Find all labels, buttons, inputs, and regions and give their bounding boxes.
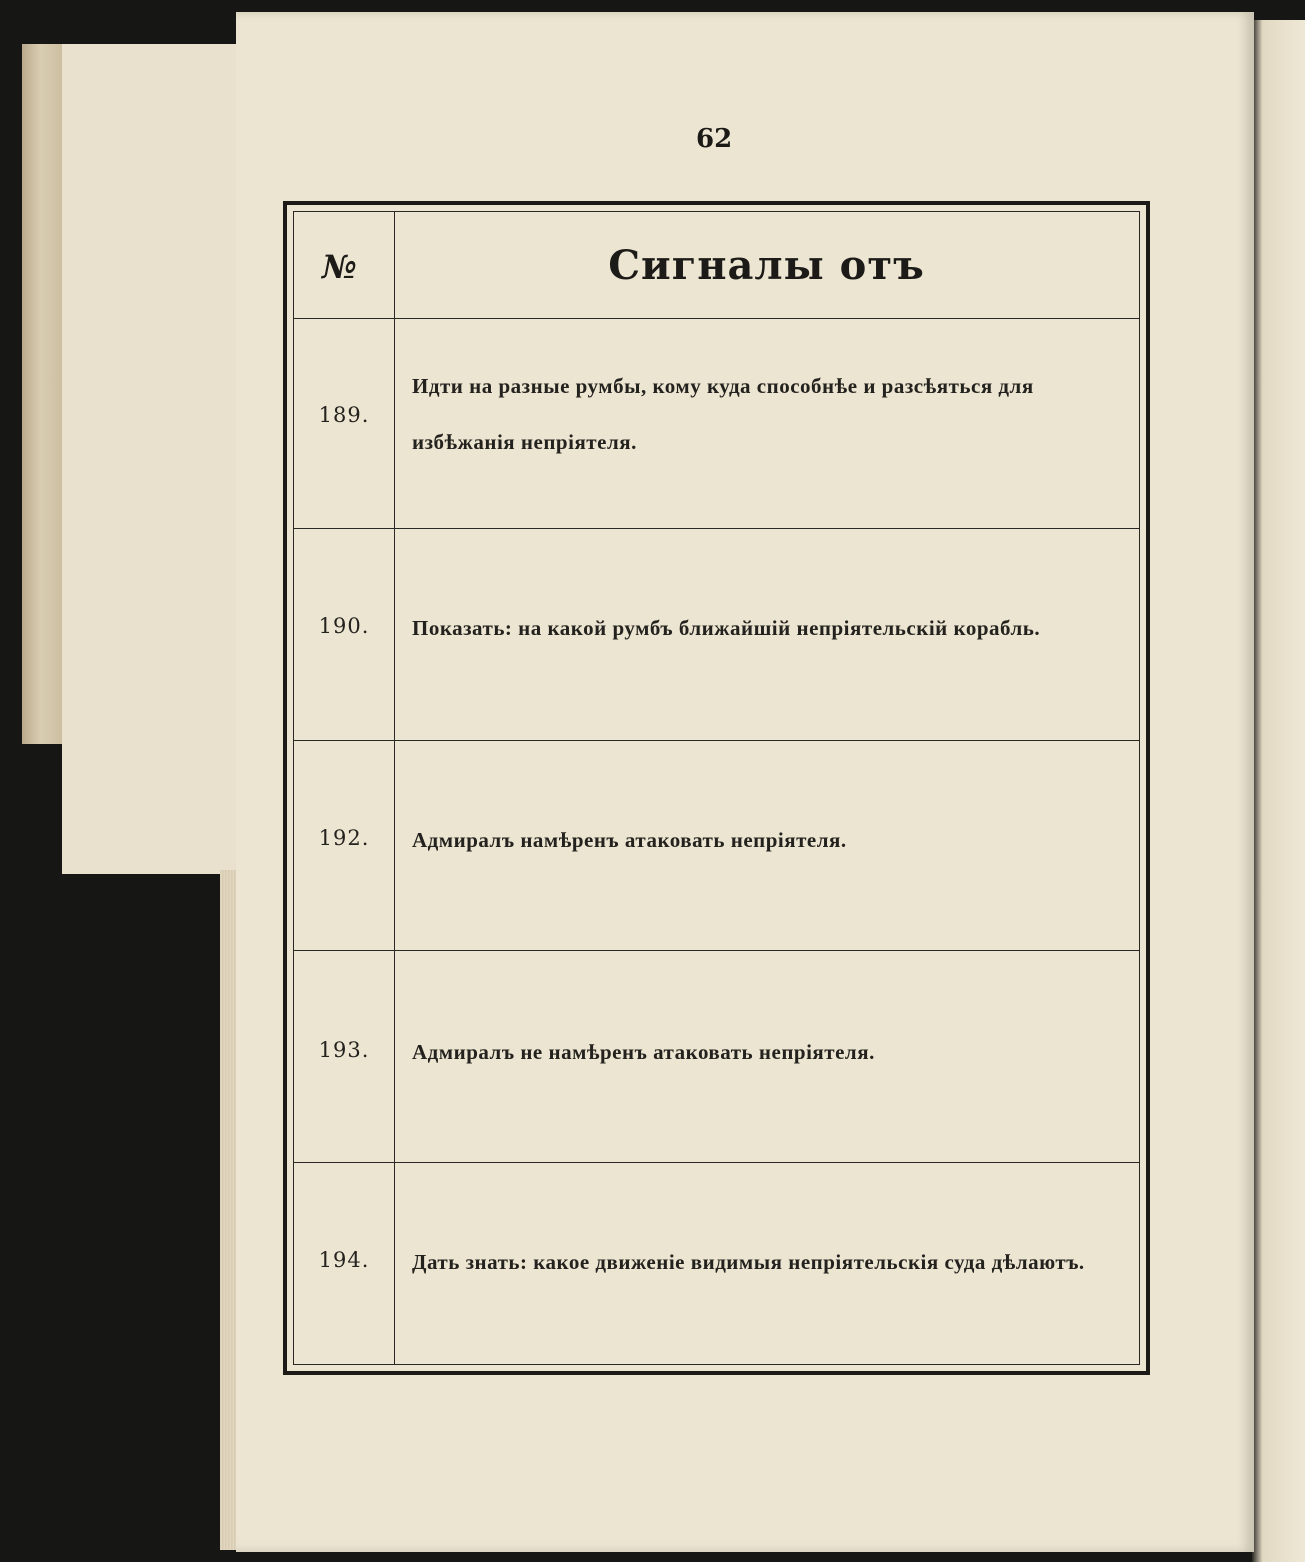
- table-title: Сигналы отъ: [608, 242, 925, 289]
- row-text: Идти на разные румбы, кому куда способнѣе и разсѣяться для избѣжанія непріятеля.: [412, 374, 1034, 454]
- signals-table: [283, 201, 1150, 1375]
- number-column-header: №: [322, 248, 357, 286]
- header-separator: [294, 318, 1139, 319]
- row-separator: [294, 528, 1139, 529]
- row-number: 189.: [318, 403, 370, 427]
- row-separator: [294, 950, 1139, 951]
- row-separator: [294, 1162, 1139, 1163]
- column-divider: [394, 212, 395, 1364]
- row-separator: [294, 740, 1139, 741]
- left-page-flap: [62, 44, 242, 874]
- right-facing-page: [1252, 20, 1305, 1562]
- signals-table-inner: [293, 211, 1140, 1365]
- row-number: 194.: [318, 1248, 370, 1272]
- row-number: 193.: [318, 1038, 370, 1062]
- row-text: Адмиралъ не намѣренъ атаковать непріятеля.: [412, 1040, 875, 1064]
- row-number: 190.: [318, 614, 370, 638]
- page-number: 62: [696, 124, 733, 154]
- row-text: Адмиралъ намѣренъ атаковать непріятеля.: [412, 828, 847, 852]
- row-text: Показать: на какой румбъ ближайшій непріятельскій корабль.: [412, 616, 1041, 640]
- row-number: 192.: [318, 826, 370, 850]
- row-text: Дать знать: какое движеніе видимыя непріятельскія суда дѣлаютъ.: [412, 1250, 1085, 1274]
